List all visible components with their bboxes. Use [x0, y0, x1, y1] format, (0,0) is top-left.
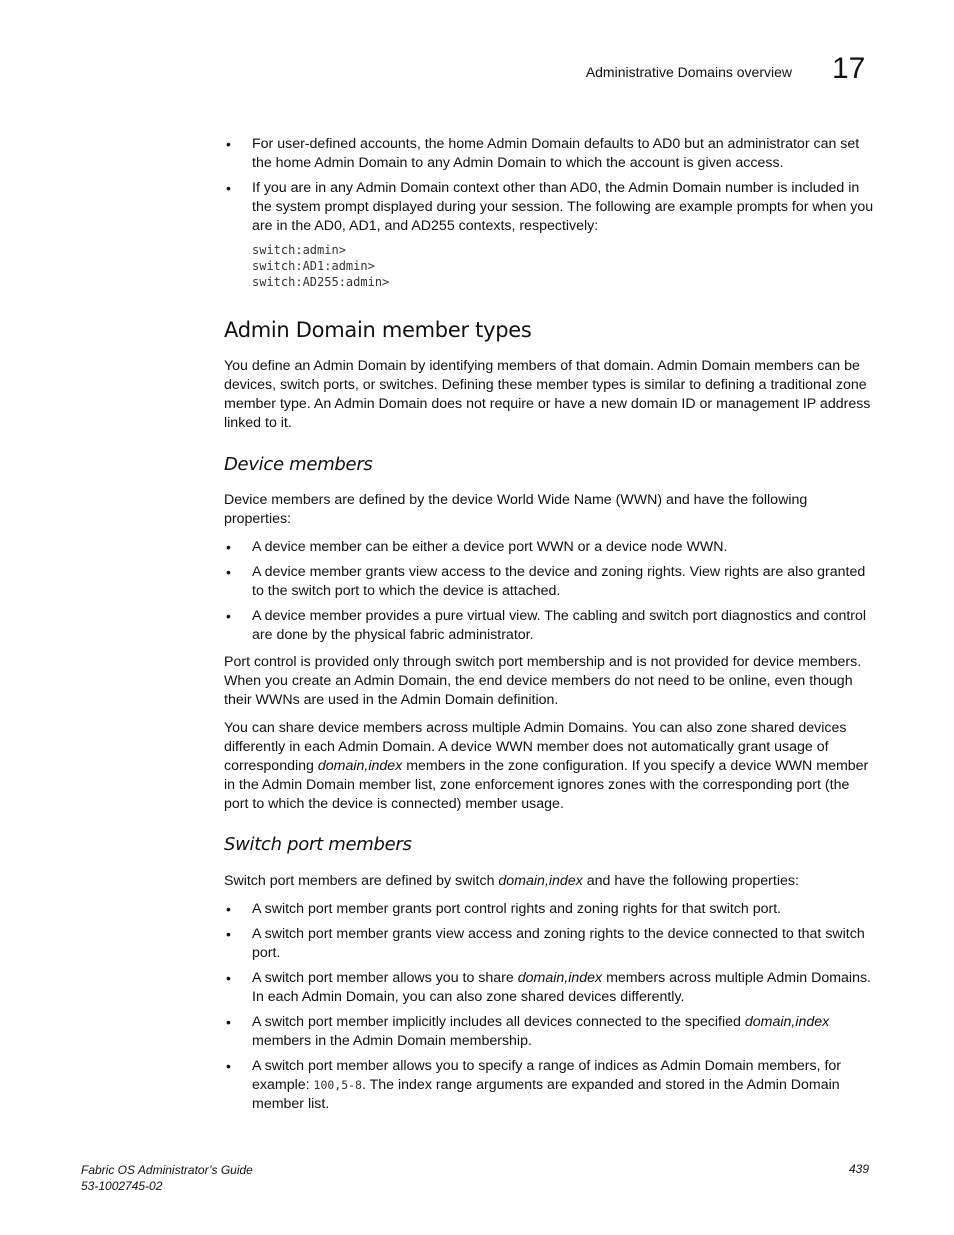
device-members-paragraph: Port control is provided only through switch port membership and is not provided for device members. When you create an Admin Domain, the end device members do not need to be online, even though their WWNs are used in the Admin Domain definition.: [224, 654, 862, 708]
subsection-heading-device-members: Device members: [224, 454, 373, 475]
code-line: switch:admin>: [252, 243, 346, 257]
emphasis-text: domain,index: [744, 1014, 830, 1030]
text-run: You can share device members across multiple Admin Domains. You can also zone shared devices differently in each Admin Domain. A device WWN member does not automatically grant usage of corresponding: [224, 720, 847, 774]
footer-document-info: [81, 1162, 253, 1194]
list-item: [224, 969, 874, 1007]
emphasis-text: domain,index: [498, 873, 583, 889]
running-header-title: Administrative Domains overview: [585, 64, 792, 80]
list-item: • If you are in any Admin Domain context other than AD0, the Admin Domain number is included in the system prompt displayed during your session. The following are example prompts for when you are in the AD0, AD1, and AD255 contexts, respectively:: [224, 179, 874, 236]
emphasis-text: domain,index: [517, 970, 603, 986]
text-run: A switch port member allows you to share: [252, 970, 518, 986]
text-run: A switch port member implicitly includes all devices connected to the specified: [252, 1014, 745, 1030]
emphasis-text: domain,index: [317, 758, 403, 774]
list-item: [224, 1013, 874, 1051]
device-members-bullet-list: [224, 538, 874, 651]
list-item: [224, 1057, 874, 1114]
inline-code: 100,5-8: [313, 1078, 362, 1092]
text-run: members in the Admin Domain membership.: [252, 1033, 532, 1049]
text-run: members in the zone configuration. If you specify a device WWN member in the Admin Domain member list, zone enforcement ignores zones with the corresponding port (the port to which the device is connected) member usage.: [224, 758, 869, 812]
code-line: switch:AD255:admin>: [252, 275, 390, 289]
device-members-paragraph-2: [224, 719, 874, 814]
footer-guide-title: Fabric OS Administrator’s Guide: [81, 1163, 253, 1177]
code-block: [252, 242, 389, 290]
text-run: members across multiple Admin Domains. In each Admin Domain, you can also zone shared devices differently.: [252, 970, 872, 1005]
text-run: A switch port member allows you to specify a range of indices as Admin Domain members, for example:: [252, 1058, 842, 1093]
switch-port-members-intro: [224, 872, 874, 891]
section-paragraph: You define an Admin Domain by identifying members of that domain. Admin Domain members can be devices, switch ports, or switches. Defining these member types is similar to defining a traditional zone member type. An Admin Domain does not require or have a new domain ID or management IP address linked to it.: [224, 358, 871, 431]
list-item: • A device member grants view access to the device and zoning rights. View rights are also granted to the switch port to which the device is attached.: [224, 563, 874, 601]
text-run: Switch port members are defined by switch: [224, 873, 499, 889]
text-run: . The index range arguments are expanded and stored in the Admin Domain member list.: [252, 1077, 840, 1112]
chapter-number: 17: [832, 52, 866, 85]
device-members-intro: Device members are defined by the device World Wide Name (WWN) and have the following properties:: [224, 492, 808, 527]
intro-bullet-list: [224, 135, 874, 242]
list-item: • A device member provides a pure virtual view. The cabling and switch port diagnostics and control are done by the physical fabric administrator.: [224, 607, 874, 645]
page-number: 439: [848, 1162, 869, 1176]
list-item: • A switch port member grants port control rights and zoning rights for that switch port.: [224, 900, 874, 919]
list-item: • A switch port member grants view access and zoning rights to the device connected to that switch port.: [224, 925, 874, 963]
footer-doc-number: 53-1002745-02: [81, 1179, 163, 1193]
text-run: and have the following properties:: [582, 873, 799, 889]
switch-port-members-bullet-list: [224, 900, 874, 1120]
list-item: • A device member can be either a device port WWN or a device node WWN.: [224, 538, 874, 557]
subsection-heading-switch-port-members: Switch port members: [224, 834, 412, 855]
code-line: switch:AD1:admin>: [252, 259, 375, 273]
list-item: • For user-defined accounts, the home Admin Domain defaults to AD0 but an administrator can set the home Admin Domain to any Admin Domain to which the account is given access.: [224, 135, 874, 173]
section-heading: Admin Domain member types: [224, 318, 532, 342]
